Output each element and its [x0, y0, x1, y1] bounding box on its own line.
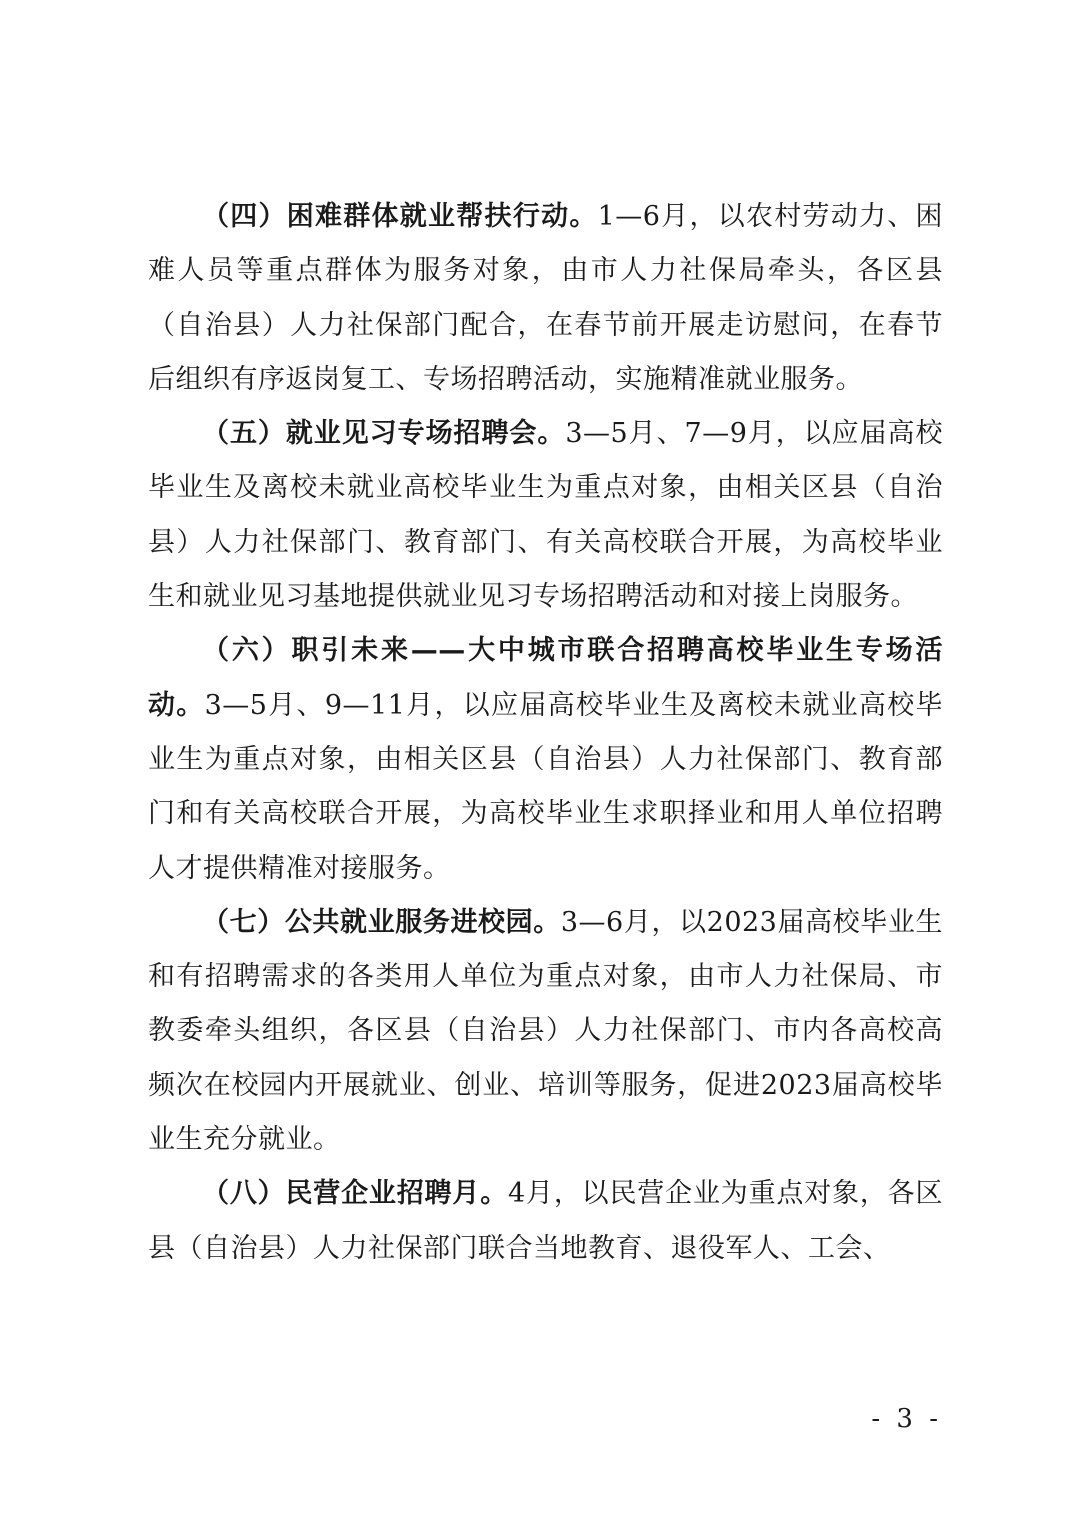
page-number: - 3 -: [871, 1404, 942, 1434]
paragraph-text: 3—6月，以2023届高校毕业生和有招聘需求的各类用人单位为重点对象，由市人力社保局、市教委牵头组织，各区县（自治县）人力社保部门、市内各高校高频次在校园内开展就业、创业、培训等服务，促进2023届高校毕业生充分就业。: [148, 906, 943, 1156]
paragraph-6: [148, 624, 943, 895]
paragraph-heading: （四）困难群体就业帮扶行动。: [202, 201, 598, 232]
paragraph-7: [148, 896, 943, 1167]
paragraph-5: [148, 407, 943, 624]
paragraph-heading: （八）民营企业招聘月。: [202, 1178, 509, 1210]
paragraph-heading: （七）公共就业服务进校园。: [202, 906, 561, 938]
paragraph-text: 4月，以民营企业为重点对象，各区县（自治县）人力社保部门联合当地教育、退役军人、工会、: [148, 1178, 944, 1264]
paragraph-text: 3—5月、9—11月，以应届高校毕业生及离校未就业高校毕业生为重点对象，由相关区县（自治县）人力社保部门、教育部门和有关高校联合开展，为高校毕业生求职择业和用人单位招聘人才提供精准对接服务。: [148, 689, 944, 884]
paragraph-heading: （六）职引未来——大中城市联合招聘高校毕业生专场活动。: [148, 635, 943, 721]
document-body: [148, 190, 943, 1276]
paragraph-text: 3—5月、7—9月，以应届高校毕业生及离校未就业高校毕业生为重点对象，由相关区县（自治县）人力社保部门、教育部门、有关高校联合开展，为高校毕业生和就业见习基地提供就业见习专场招聘活动和对接上岗服务。: [148, 418, 943, 613]
paragraph-8: [148, 1167, 943, 1276]
paragraph-text: 1—6月，以农村劳动力、困难人员等重点群体为服务对象，由市人力社保局牵头，各区县（自治县）人力社保部门配合，在春节前开展走访慰问，在春节后组织有序返岗复工、专场招聘活动，实施精准就业服务。: [148, 201, 944, 395]
paragraph-heading: （五）就业见习专场招聘会。: [202, 418, 566, 450]
paragraph-4: [148, 190, 943, 407]
